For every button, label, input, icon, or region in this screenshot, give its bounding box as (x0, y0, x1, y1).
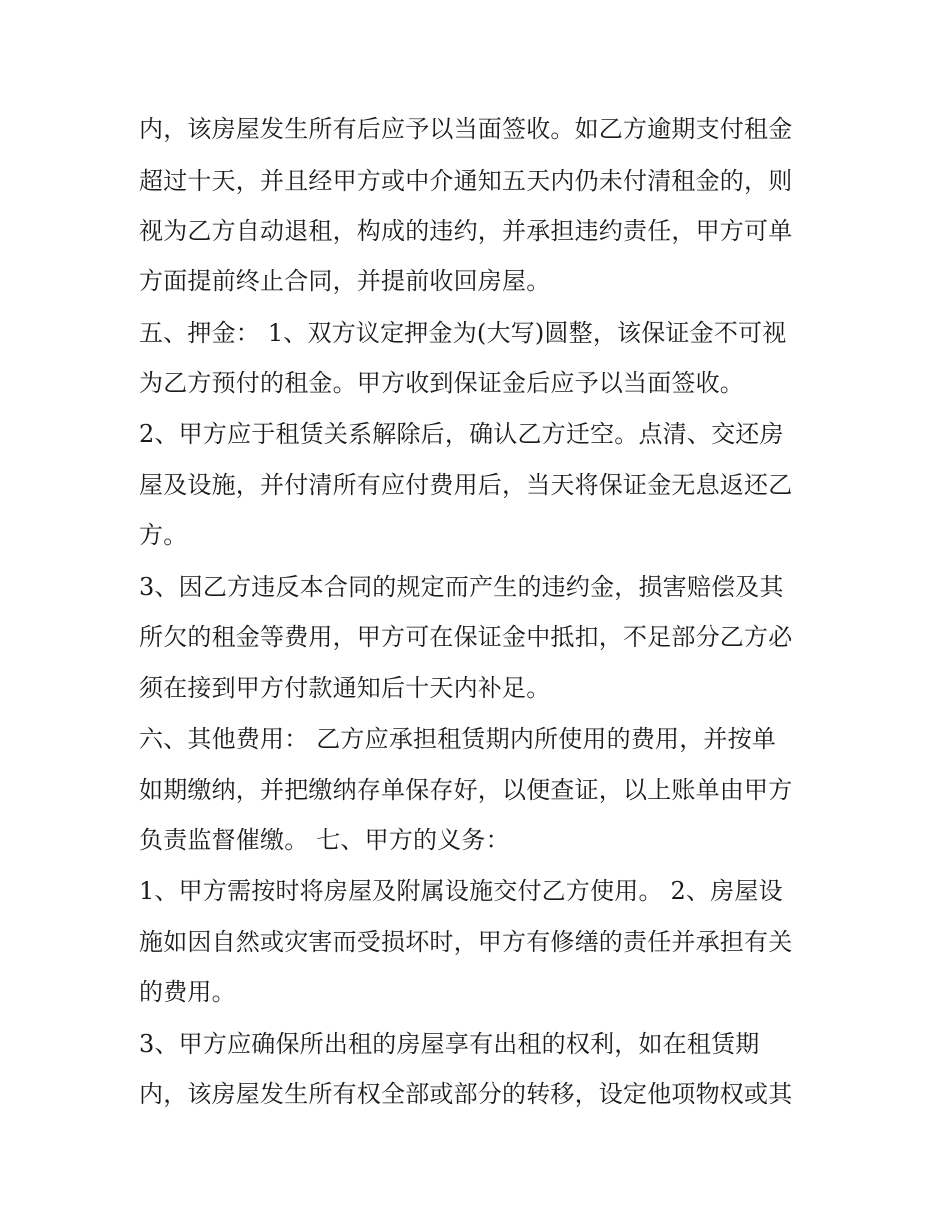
text-line: 2、甲方应于租赁关系解除后，确认乙方迁空。点清、交还房 (139, 420, 784, 448)
text-line: 负责监督催缴。 七、甲方的义务： (139, 826, 510, 854)
text-line: 如期缴纳，并把缴纳存单保存好，以便查证，以上账单由甲方 (139, 776, 793, 804)
text-line: 为乙方预付的租金。甲方收到保证金后应予以当面签收。 (139, 369, 744, 397)
text-line: 五、押金： 1、双方议定押金为(大写)圆整，该保证金不可视 (139, 319, 787, 347)
text-line: 须在接到甲方付款通知后十天内补足。 (139, 674, 551, 702)
text-line: 的费用。 (139, 978, 236, 1006)
text-line: 内，该房屋发生所有后应予以当面签收。如乙方逾期支付租金 (139, 115, 793, 143)
text-line: 方。 (139, 521, 188, 549)
text-line: 3、因乙方违反本合同的规定而产生的违约金，损害赔偿及其 (139, 573, 784, 601)
text-line: 方面提前终止合同，并提前收回房屋。 (139, 267, 551, 295)
text-line: 施如因自然或灾害而受损坏时，甲方有修缮的责任并承担有关 (139, 928, 793, 956)
text-line: 超过十天，并且经甲方或中介通知五天内仍未付清租金的，则 (139, 167, 793, 195)
text-line: 六、其他费用： 乙方应承担租赁期内所使用的费用，并按单 (139, 725, 777, 753)
text-line: 所欠的租金等费用，甲方可在保证金中抵扣，不足部分乙方必 (139, 623, 793, 651)
text-line: 内，该房屋发生所有权全部或部分的转移，设定他项物权或其 (139, 1080, 793, 1108)
text-line: 屋及设施，并付清所有应付费用后，当天将保证金无息返还乙 (139, 471, 793, 499)
text-line: 1、甲方需按时将房屋及附属设施交付乙方使用。 2、房屋设 (139, 877, 783, 905)
text-line: 3、甲方应确保所出租的房屋享有出租的权利，如在租赁期 (139, 1030, 760, 1058)
text-line: 视为乙方自动退租，构成的违约，并承担违约责任，甲方可单 (139, 217, 793, 245)
